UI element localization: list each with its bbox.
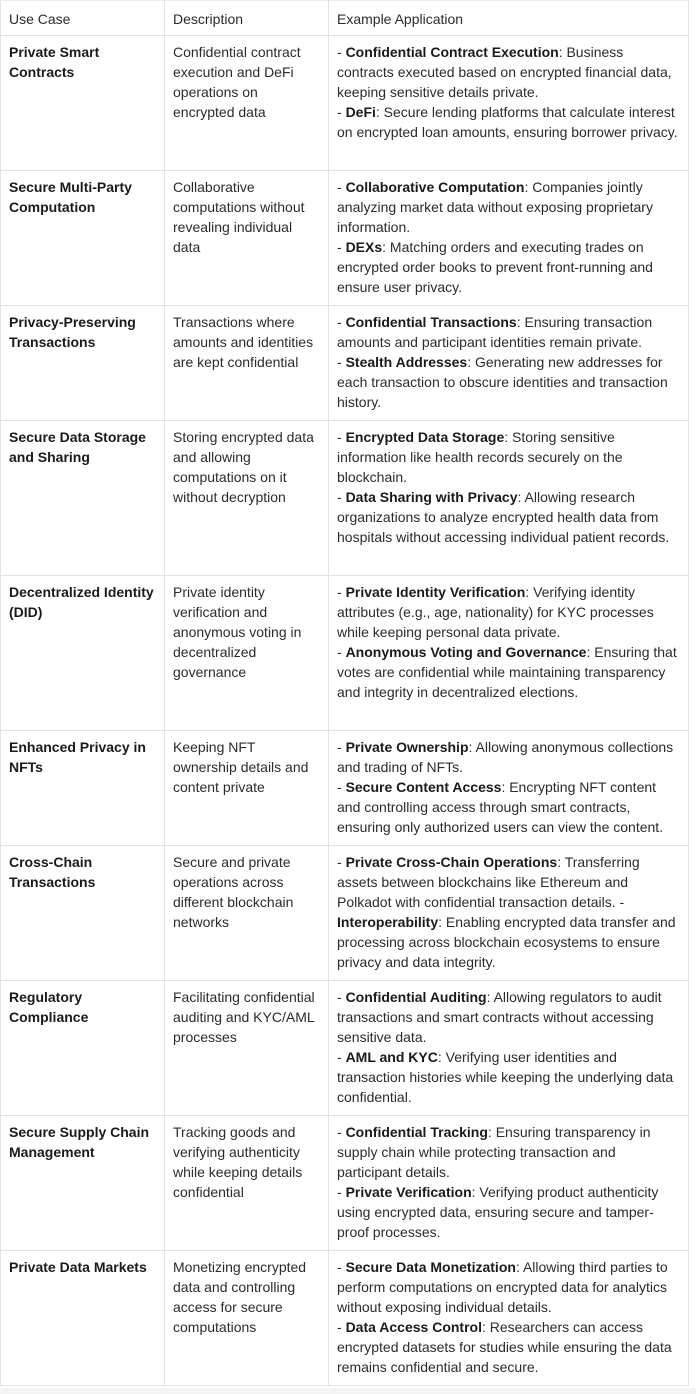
use-case-cell: Enhanced Privacy in NFTs xyxy=(1,731,165,846)
example-item: - Private Verification: Verifying product authenticity using encrypted data, ensuring secure and tamper-proof processes. xyxy=(337,1184,659,1240)
example-item: - Confidential Contract Execution: Business contracts executed based on encrypted financial data, keeping sensitive details private. xyxy=(337,44,672,100)
example-item: - Collaborative Computation: Companies jointly analyzing market data without exposing proprietary information. xyxy=(337,179,653,235)
example-text: : Enabling encrypted data transfer and processing across blockchain ecosystems to ensure privacy and data integrity. xyxy=(337,914,676,970)
example-item: - Private Identity Verification: Verifying identity attributes (e.g., age, nationality) for KYC processes while keeping personal data private. xyxy=(337,584,654,640)
table-row xyxy=(1,846,689,981)
table-row xyxy=(1,576,689,731)
example-item: - Confidential Transactions: Ensuring transaction amounts and participant identities remain private. xyxy=(337,314,653,350)
example-text: : Verifying identity attributes (e.g., age, nationality) for KYC processes while keeping personal data private. xyxy=(337,584,654,640)
example-term: Secure Data Monetization xyxy=(345,1259,516,1275)
description-cell: Collaborative computations without revealing individual data xyxy=(165,171,329,306)
table-header-row xyxy=(1,1,689,36)
example-cell xyxy=(329,846,689,981)
description-cell: Monetizing encrypted data and controlling access for secure computations xyxy=(165,1251,329,1386)
use-case-cell: Secure Supply Chain Management xyxy=(1,1116,165,1251)
example-item: - Private Ownership: Allowing anonymous collections and trading of NFTs. xyxy=(337,739,674,775)
example-text: : Secure lending platforms that calculate interest on encrypted loan amounts, ensuring borrower privacy. xyxy=(337,104,678,140)
example-item: - Secure Data Monetization: Allowing third parties to perform computations on encrypted data for analytics without exposing individual details. xyxy=(337,1259,668,1315)
example-text: : Encrypting NFT content and controlling access through smart contracts, ensuring only authorized users can view the content. xyxy=(337,779,664,835)
header-use-case: Use Case xyxy=(1,1,165,36)
example-text: : Allowing third parties to perform computations on encrypted data for analytics without exposing individual details. xyxy=(337,1259,668,1315)
example-cell xyxy=(329,421,689,576)
use-case-cell: Regulatory Compliance xyxy=(1,981,165,1116)
example-text: : Companies jointly analyzing market data without exposing proprietary information. xyxy=(337,179,653,235)
example-cell xyxy=(329,731,689,846)
example-text: : Allowing research organizations to analyze encrypted health data from hospitals without accessing individual patient records. xyxy=(337,489,670,545)
use-case-cell: Decentralized Identity (DID) xyxy=(1,576,165,731)
example-term: Private Ownership xyxy=(345,739,469,755)
example-text: : Researchers can access encrypted datasets for studies while ensuring the data remains confidential and secure. xyxy=(337,1319,672,1375)
description-cell: Private identity verification and anonymous voting in decentralized governance xyxy=(165,576,329,731)
example-cell xyxy=(329,1251,689,1386)
example-term: Private Identity Verification xyxy=(345,584,526,600)
table-row xyxy=(1,36,689,171)
example-term: Data Access Control xyxy=(345,1319,482,1335)
example-term: Collaborative Computation xyxy=(345,179,525,195)
description-cell: Tracking goods and verifying authenticity while keeping details confidential xyxy=(165,1116,329,1251)
example-term: Interoperability xyxy=(337,914,439,930)
table-row xyxy=(1,306,689,421)
example-item: - Confidential Tracking: Ensuring transparency in supply chain while protecting transaction and participant details. xyxy=(337,1124,651,1180)
use-case-cell: Cross-Chain Transactions xyxy=(1,846,165,981)
example-item: - Anonymous Voting and Governance: Ensuring that votes are confidential while maintaining transparency and integrity in decentralized elections. xyxy=(337,644,677,700)
example-item: - Stealth Addresses: Generating new addresses for each transaction to obscure identities and transaction history. xyxy=(337,354,668,410)
example-text: : Allowing regulators to audit transactions and smart contracts without accessing sensitive data. xyxy=(337,989,662,1045)
description-cell: Facilitating confidential auditing and KYC/AML processes xyxy=(165,981,329,1116)
example-term: Stealth Addresses xyxy=(345,354,468,370)
description-cell: Keeping NFT ownership details and content private xyxy=(165,731,329,846)
example-item: - AML and KYC: Verifying user identities and transaction histories while keeping the underlying data confidential. xyxy=(337,1049,674,1105)
example-text: : Storing sensitive information like health records securely on the blockchain. xyxy=(337,429,623,485)
table-row xyxy=(1,1116,689,1251)
example-term: Anonymous Voting and Governance xyxy=(345,644,587,660)
example-item: - Secure Content Access: Encrypting NFT content and controlling access through smart contracts, ensuring only authorized users can view the content. xyxy=(337,779,664,835)
example-cell xyxy=(329,576,689,731)
example-item: - DeFi: Secure lending platforms that calculate interest on encrypted loan amounts, ensuring borrower privacy. xyxy=(337,104,678,140)
use-case-cell: Privacy-Preserving Transactions xyxy=(1,306,165,421)
example-term: Data Sharing with Privacy xyxy=(345,489,518,505)
example-text: : Verifying product authenticity using encrypted data, ensuring secure and tamper-proof processes. xyxy=(337,1184,659,1240)
table-row xyxy=(1,1251,689,1386)
horizontal-scrollbar-track[interactable] xyxy=(0,1388,696,1394)
example-text: : Transferring assets between blockchains like Ethereum and Polkadot with confidential transaction details. - xyxy=(337,854,640,910)
use-case-cell: Secure Data Storage and Sharing xyxy=(1,421,165,576)
example-term: Confidential Contract Execution xyxy=(345,44,559,60)
example-term: DEXs xyxy=(345,239,383,255)
table-row xyxy=(1,171,689,306)
example-term: AML and KYC xyxy=(345,1049,438,1065)
header-example-application: Example Application xyxy=(329,1,689,36)
example-text: : Generating new addresses for each transaction to obscure identities and transaction history. xyxy=(337,354,668,410)
example-item: - Private Cross-Chain Operations: Transferring assets between blockchains like Ethereum and Polkadot with confidential transaction details. - xyxy=(337,854,640,910)
use-case-cell: Private Smart Contracts xyxy=(1,36,165,171)
description-cell: Secure and private operations across different blockchain networks xyxy=(165,846,329,981)
table-row xyxy=(1,421,689,576)
example-term: Confidential Transactions xyxy=(345,314,517,330)
header-description: Description xyxy=(165,1,329,36)
example-item: - Encrypted Data Storage: Storing sensitive information like health records securely on the blockchain. xyxy=(337,429,623,485)
example-item: - DEXs: Matching orders and executing trades on encrypted order books to prevent front-running and ensure user privacy. xyxy=(337,239,653,295)
example-text: : Allowing anonymous collections and trading of NFTs. xyxy=(337,739,674,775)
example-text: : Ensuring transaction amounts and participant identities remain private. xyxy=(337,314,653,350)
description-cell: Confidential contract execution and DeFi operations on encrypted data xyxy=(165,36,329,171)
example-item: - Confidential Auditing: Allowing regulators to audit transactions and smart contracts without accessing sensitive data. xyxy=(337,989,662,1045)
example-term: Private Verification xyxy=(345,1184,472,1200)
example-item: - Data Sharing with Privacy: Allowing research organizations to analyze encrypted health data from hospitals without accessing individual patient records. xyxy=(337,489,670,545)
example-text: : Business contracts executed based on encrypted financial data, keeping sensitive details private. xyxy=(337,44,672,100)
example-item: - Data Access Control: Researchers can access encrypted datasets for studies while ensuring the data remains confidential and secure. xyxy=(337,1319,672,1375)
example-cell xyxy=(329,36,689,171)
example-cell xyxy=(329,306,689,421)
example-cell xyxy=(329,1116,689,1251)
table-row xyxy=(1,981,689,1116)
example-cell xyxy=(329,171,689,306)
example-cell xyxy=(329,981,689,1116)
example-item xyxy=(337,914,676,970)
table-row xyxy=(1,731,689,846)
example-term: Secure Content Access xyxy=(345,779,502,795)
example-term: Confidential Auditing xyxy=(345,989,487,1005)
use-case-cell: Secure Multi-Party Computation xyxy=(1,171,165,306)
use-case-cell: Private Data Markets xyxy=(1,1251,165,1386)
example-text: : Ensuring transparency in supply chain while protecting transaction and participant details. xyxy=(337,1124,651,1180)
example-text: : Ensuring that votes are confidential while maintaining transparency and integrity in decentralized elections. xyxy=(337,644,677,700)
example-text: : Verifying user identities and transaction histories while keeping the underlying data confidential. xyxy=(337,1049,674,1105)
example-term: Encrypted Data Storage xyxy=(345,429,505,445)
example-term: Confidential Tracking xyxy=(345,1124,488,1140)
example-term: Private Cross-Chain Operations xyxy=(345,854,558,870)
description-cell: Transactions where amounts and identities are kept confidential xyxy=(165,306,329,421)
example-text: : Matching orders and executing trades on encrypted order books to prevent front-running and ensure user privacy. xyxy=(337,239,653,295)
example-term: DeFi xyxy=(345,104,376,120)
description-cell: Storing encrypted data and allowing computations on it without decryption xyxy=(165,421,329,576)
table-body xyxy=(1,36,689,1386)
